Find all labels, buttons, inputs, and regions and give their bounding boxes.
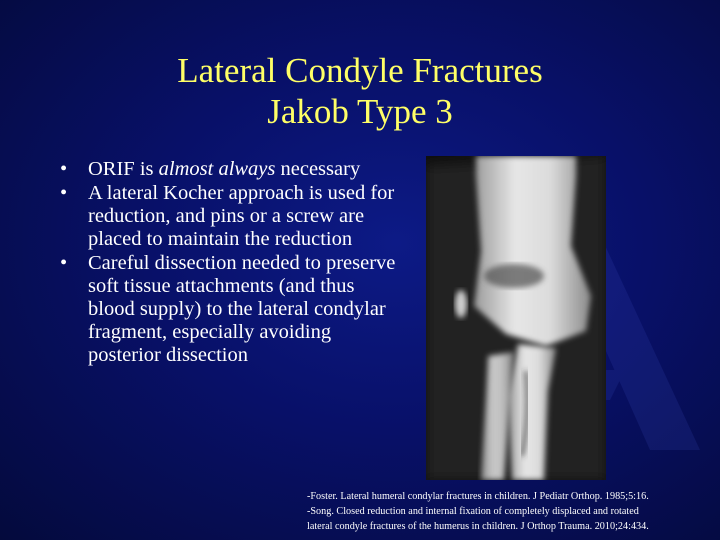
citation-line: -Foster. Lateral humeral condylar fractures in children. J Pediatr Orthop. 1985;5:16. <box>307 491 649 502</box>
slide-title <box>0 50 720 132</box>
bullet-text: necessary <box>275 158 361 180</box>
bullet-emphasis: almost always <box>158 158 276 180</box>
bullet-text: Careful dissection needed to preserve soft tissue attachments (and thus blood supply) to the lateral condylar fragment, especially avoiding posterior dissection <box>88 252 396 366</box>
bullet-list <box>58 158 403 368</box>
bullet-text: ORIF is <box>88 158 159 180</box>
bullet-text: A lateral Kocher approach is used for reduction, and pins or a screw are placed to maintain the reduction <box>88 182 395 250</box>
citation-line: -Song. Closed reduction and internal fixation of completely displaced and rotated <box>307 506 639 518</box>
title-line-2: Jakob Type 3 <box>267 92 453 131</box>
title-line-1: Lateral Condyle Fractures <box>177 51 543 90</box>
bullet-item <box>58 252 403 367</box>
bullet-item <box>58 182 403 251</box>
elbow-xray-drawing <box>426 156 606 480</box>
bullet-item <box>58 158 403 181</box>
xray-image <box>426 156 606 480</box>
citation-block <box>307 489 719 535</box>
citation-line: lateral condyle fractures of the humerus in children. J Orthop Trauma. 2010;24:434. <box>307 521 649 533</box>
